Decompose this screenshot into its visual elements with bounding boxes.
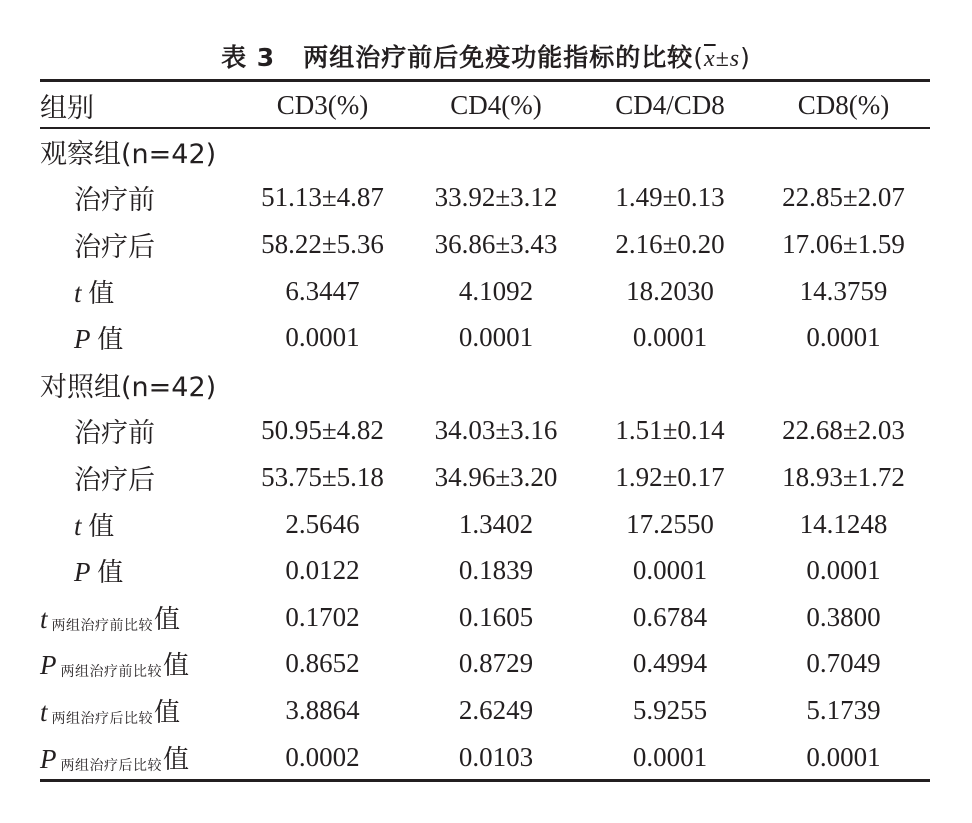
group-label: 对照组(n=42) [40, 371, 217, 403]
stat-symbol: t [74, 510, 82, 541]
row-label: t 值 [74, 277, 115, 309]
cell-cd8: 0.0001 [806, 322, 881, 353]
table-caption: 表 3 两组治疗前后免疫功能指标的比较$(\overline{x}\pm s)$ [221, 43, 751, 72]
stat-symbol: t [74, 277, 82, 308]
stat-symbol: P [40, 743, 57, 774]
cell-cd8: 14.1248 [799, 508, 888, 539]
cell-cd4-cd8: 1.51±0.14 [615, 415, 725, 446]
cell-cd3: 50.95±4.82 [261, 415, 384, 446]
row-label: 治疗前 [74, 418, 155, 450]
comparison-subscript: 两组治疗前比较 [51, 617, 154, 634]
cell-cd4: 1.3402 [458, 508, 534, 539]
comparison-subscript: 两组治疗后比较 [60, 757, 162, 774]
header-cd3: CD3(%) [276, 89, 369, 120]
comparison-label: P 两组治疗后比较值 [40, 743, 190, 775]
cell-cd4-cd8: 18.2030 [626, 275, 714, 306]
cell-cd4: 33.92±3.12 [434, 182, 558, 213]
cell-cd3: 0.8652 [285, 648, 360, 679]
cell-cd8: 5.1739 [806, 694, 881, 725]
stat-notation: $\overline{x}\pm s$ [703, 46, 741, 72]
table-row [40, 314, 930, 361]
cell-cd3: 53.75±5.18 [261, 461, 384, 492]
comparison-label: t 两组治疗后比较值 [40, 696, 181, 728]
header-row [40, 82, 930, 128]
table-row [40, 454, 930, 501]
cell-cd4: 0.1605 [458, 601, 534, 632]
cell-cd8: 0.7049 [806, 648, 881, 679]
cell-cd4: 36.86±3.43 [434, 228, 558, 259]
comparison-label: t 两组治疗前比较值 [40, 603, 181, 635]
cell-cd4: 0.1839 [458, 555, 534, 586]
cell-cd4: 4.1092 [458, 275, 534, 306]
cell-cd3: 58.22±5.36 [261, 228, 384, 259]
cell-cd8: 0.0001 [806, 555, 881, 586]
cell-cd8: 17.06±1.59 [782, 228, 905, 259]
comparison-row [40, 594, 930, 641]
cell-cd8: 22.68±2.03 [782, 415, 905, 446]
cell-cd4: 34.96±3.20 [434, 461, 558, 492]
cell-cd3: 0.1702 [285, 601, 360, 632]
cell-cd3: 0.0001 [285, 322, 360, 353]
table-row [40, 501, 930, 548]
header-cd8: CD8(%) [797, 89, 890, 120]
row-label: 治疗后 [74, 464, 155, 496]
cell-cd4-cd8: 0.6784 [632, 601, 708, 632]
header-cd4: CD4(%) [450, 89, 542, 120]
table-row [40, 547, 930, 594]
cell-cd8: 14.3759 [799, 275, 888, 306]
table-title: 两组治疗前后免疫功能指标的比较 [303, 43, 694, 72]
comparison-row [40, 641, 930, 688]
row-label: t 值 [74, 510, 115, 542]
table-row [40, 221, 930, 268]
cell-cd4-cd8: 1.49±0.13 [615, 182, 725, 213]
cell-cd4: 0.0103 [458, 741, 534, 772]
header-group: 组别 [40, 92, 94, 124]
cell-cd4-cd8: 17.2550 [626, 508, 714, 539]
table-row [40, 408, 930, 455]
cell-cd4-cd8: 2.16±0.20 [615, 228, 725, 259]
cell-cd4-cd8: 0.0001 [632, 555, 708, 586]
cell-cd4: 0.8729 [458, 648, 534, 679]
row-label: 治疗前 [74, 185, 155, 217]
cell-cd8: 0.0001 [806, 741, 881, 772]
stat-symbol: P [40, 650, 57, 681]
stat-symbol: t [40, 696, 48, 727]
cell-cd4-cd8: 0.0001 [632, 741, 708, 772]
cell-cd8: 18.93±1.72 [782, 461, 905, 492]
comparison-row [40, 734, 930, 781]
cell-cd4-cd8: 1.92±0.17 [615, 461, 725, 492]
group-row [40, 361, 930, 408]
stat-symbol: t [40, 603, 48, 634]
table-row [40, 175, 930, 222]
cell-cd4: 34.03±3.16 [434, 415, 558, 446]
comparison-subscript: 两组治疗后比较 [51, 710, 154, 727]
cell-cd8: 0.3800 [806, 601, 881, 632]
table-row [40, 268, 930, 315]
table-number: 表 3 [221, 43, 276, 72]
group-row [40, 128, 930, 175]
row-label: P 值 [74, 324, 124, 356]
group-label: 观察组(n=42) [40, 138, 217, 170]
cell-cd3: 0.0002 [285, 741, 360, 772]
stat-symbol: P [74, 324, 91, 355]
cell-cd3: 51.13±4.87 [261, 182, 384, 213]
row-label: P 值 [74, 557, 124, 589]
header-cd4-cd8: CD4/CD8 [615, 89, 725, 120]
comparison-subscript: 两组治疗前比较 [60, 664, 162, 681]
cell-cd8: 22.85±2.07 [782, 182, 905, 213]
cell-cd4-cd8: 0.0001 [632, 322, 708, 353]
cell-cd4: 0.0001 [458, 322, 534, 353]
comparison-row [40, 687, 930, 734]
cell-cd3: 6.3447 [285, 275, 360, 306]
row-label: 治疗后 [74, 231, 155, 263]
data-table [40, 82, 930, 780]
cell-cd4-cd8: 5.9255 [632, 694, 708, 725]
cell-cd3: 3.8864 [285, 694, 360, 725]
cell-cd4: 2.6249 [458, 694, 534, 725]
comparison-label: P 两组治疗前比较值 [40, 650, 190, 682]
cell-cd3: 2.5646 [285, 508, 360, 539]
cell-cd3: 0.0122 [285, 555, 360, 586]
cell-cd4-cd8: 0.4994 [632, 648, 708, 679]
stat-symbol: P [74, 557, 91, 588]
